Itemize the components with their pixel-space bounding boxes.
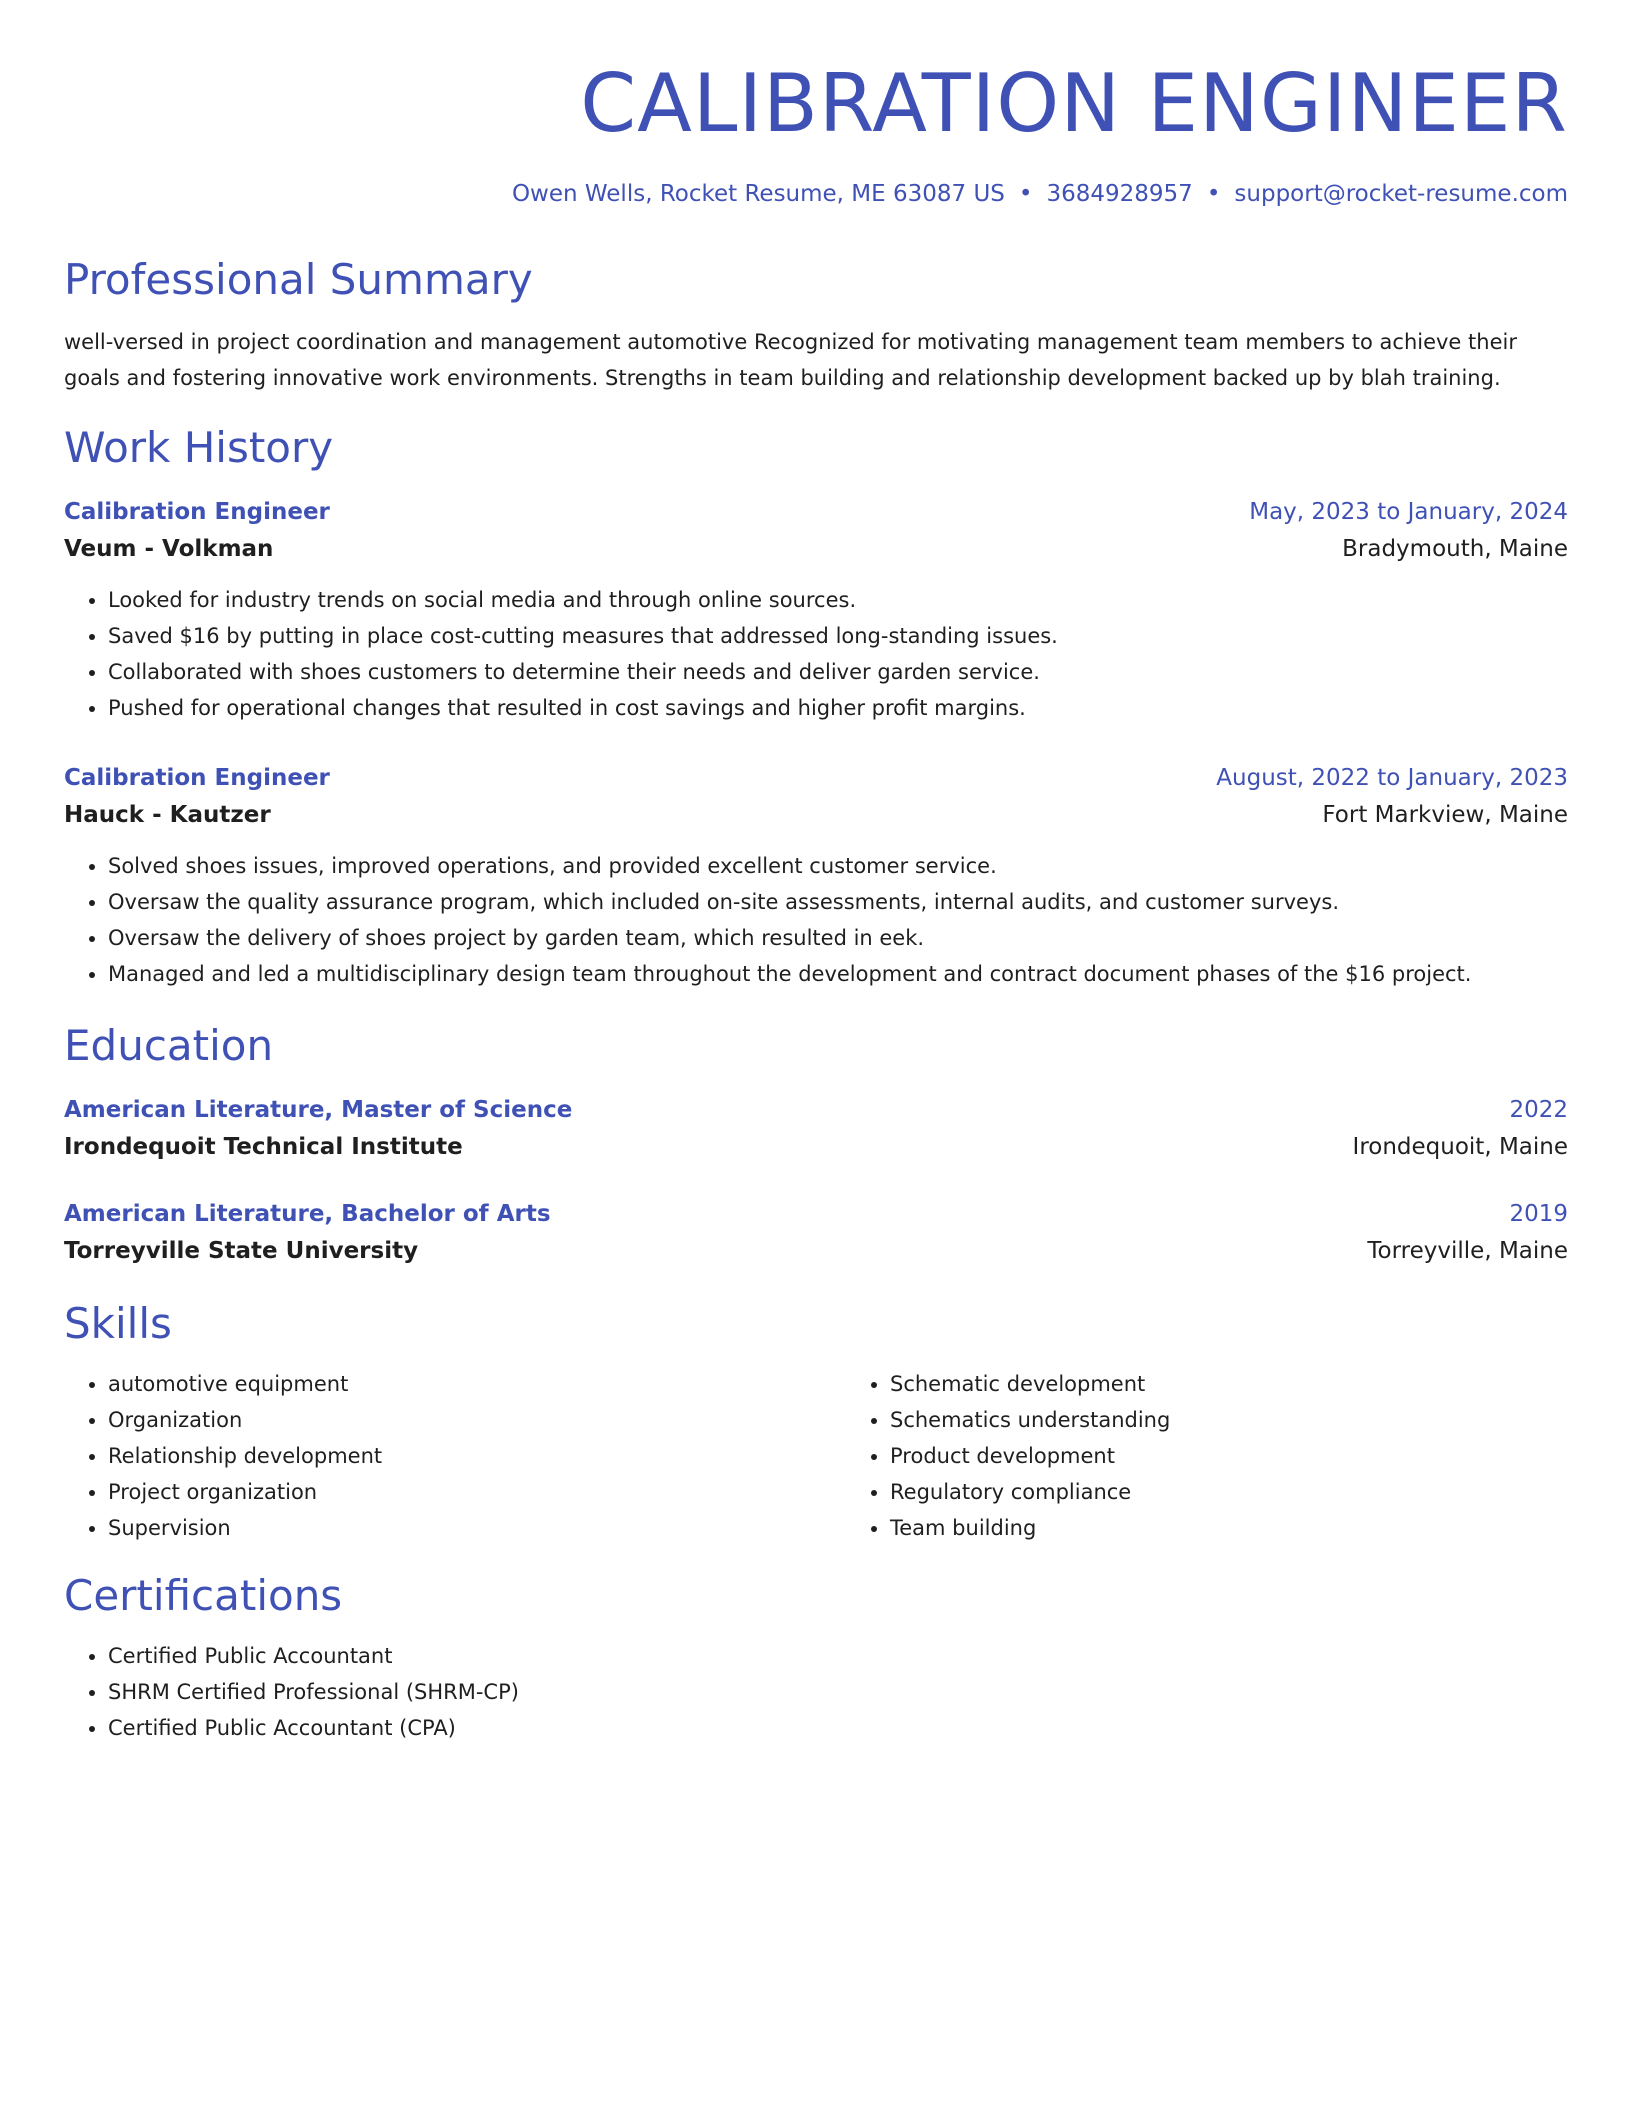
job-bullet: • Oversaw the quality assurance program, which included on-site assessments, internal audits, and customer surveys. xyxy=(108,884,1568,920)
job-bullet: • Oversaw the delivery of shoes project by garden team, which resulted in eek. xyxy=(108,920,1568,956)
job-role: Calibration Engineer xyxy=(64,499,330,525)
contact-address: Owen Wells, Rocket Resume, ME 63087 US xyxy=(511,181,1005,207)
job-bullet: • Collaborated with shoes customers to determine their needs and deliver garden service. xyxy=(108,654,1568,690)
job-location: Bradymouth, Maine xyxy=(1342,536,1568,562)
job-dates: August, 2022 to January, 2023 xyxy=(1216,765,1568,791)
graduation-year: 2022 xyxy=(1509,1097,1568,1123)
skill-item: • automotive equipment xyxy=(108,1366,846,1402)
school-name: Irondequoit Technical Institute xyxy=(64,1134,463,1160)
degree: American Literature, Bachelor of Arts xyxy=(64,1201,551,1227)
summary-heading: Professional Summary xyxy=(64,255,533,304)
skills-list-right xyxy=(846,1366,1568,1546)
contact-separator: • xyxy=(1206,181,1221,207)
contact-separator: • xyxy=(1018,181,1033,207)
job-bullets xyxy=(64,582,1568,726)
contact-phone: 3684928957 xyxy=(1046,181,1193,207)
skill-item: • Organization xyxy=(108,1402,846,1438)
skill-item: • Supervision xyxy=(108,1510,846,1546)
education-entry xyxy=(64,1092,1568,1166)
resume-header xyxy=(64,56,1568,210)
school-name: Torreyville State University xyxy=(64,1238,419,1264)
skill-item: • Regulatory compliance xyxy=(890,1474,1568,1510)
education-entry xyxy=(64,1196,1568,1270)
certification-item: • Certified Public Accountant (CPA) xyxy=(108,1710,1568,1746)
job-bullet: • Looked for industry trends on social media and through online sources. xyxy=(108,582,1568,618)
education-heading: Education xyxy=(64,1021,274,1070)
skill-item: • Schematic development xyxy=(890,1366,1568,1402)
certifications-heading: Certifications xyxy=(64,1571,343,1620)
job-role: Calibration Engineer xyxy=(64,765,330,791)
degree: American Literature, Master of Science xyxy=(64,1097,573,1123)
work-entry xyxy=(64,494,1568,726)
job-company: Veum - Volkman xyxy=(64,536,274,562)
page-title: CALIBRATION ENGINEER xyxy=(580,57,1568,150)
certifications-list xyxy=(64,1638,1568,1746)
skills-heading: Skills xyxy=(64,1299,172,1348)
school-location: Irondequoit, Maine xyxy=(1352,1134,1568,1160)
certification-item: • Certified Public Accountant xyxy=(108,1638,1568,1674)
job-company: Hauck - Kautzer xyxy=(64,802,271,828)
skills-columns xyxy=(64,1366,1568,1546)
skill-item: • Schematics understanding xyxy=(890,1402,1568,1438)
skill-item: • Project organization xyxy=(108,1474,846,1510)
job-bullet: • Solved shoes issues, improved operations, and provided excellent customer service. xyxy=(108,848,1568,884)
work-entry xyxy=(64,760,1568,992)
school-location: Torreyville, Maine xyxy=(1367,1238,1568,1264)
skills-list-left xyxy=(64,1366,846,1546)
summary-text: well-versed in project coordination and management automotive Recognized for motivating management team members to achieve their goals and fostering innovative work environments. Strengths in team building and relationship development backed up by blah training. xyxy=(64,330,1517,390)
graduation-year: 2019 xyxy=(1509,1201,1568,1227)
job-bullet: • Saved $16 by putting in place cost-cutting measures that addressed long-standing issues. xyxy=(108,618,1568,654)
job-location: Fort Markview, Maine xyxy=(1322,802,1568,828)
contact-line xyxy=(64,178,1568,210)
job-bullet: • Managed and led a multidisciplinary design team throughout the development and contract document phases of the $16 project. xyxy=(108,956,1568,992)
work-history-heading: Work History xyxy=(64,423,334,472)
job-bullet: • Pushed for operational changes that resulted in cost savings and higher profit margins. xyxy=(108,690,1568,726)
job-dates: May, 2023 to January, 2024 xyxy=(1249,499,1568,525)
skill-item: • Relationship development xyxy=(108,1438,846,1474)
skill-item: • Product development xyxy=(890,1438,1568,1474)
certification-item: • SHRM Certified Professional (SHRM-CP) xyxy=(108,1674,1568,1710)
job-bullets xyxy=(64,848,1568,992)
skill-item: • Team building xyxy=(890,1510,1568,1546)
contact-email: support@rocket-resume.com xyxy=(1234,181,1568,207)
